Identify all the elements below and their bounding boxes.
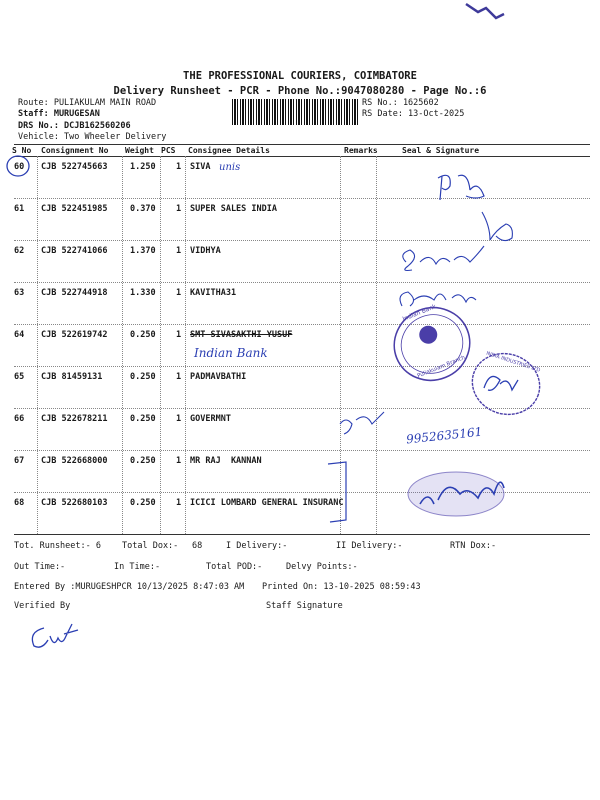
bank-stamp — [383, 295, 481, 391]
signature — [482, 212, 512, 241]
row-consignee: ICICI LOMBARD GENERAL INSURANC — [190, 498, 344, 508]
col-consignee: Consignee Details — [188, 146, 270, 155]
stamp-bottom-text: Puliakulam Branch — [416, 354, 467, 380]
row-divider — [14, 198, 590, 199]
row-divider — [14, 240, 590, 241]
stamp2-text: INDIA INDUSTRIES LTD — [485, 350, 541, 374]
rs-date: RS Date: 13-Oct-2025 — [362, 109, 465, 119]
row-consignee: GOVERMNT — [190, 414, 231, 424]
table-header-line — [14, 156, 590, 157]
row-weight: 1.250 — [130, 162, 156, 172]
staff-signature: Staff Signature — [266, 601, 343, 611]
total-dox-value: 68 — [192, 541, 203, 551]
row-sno: 61 — [14, 204, 25, 214]
row-consignee: KAVITHA31 — [190, 288, 237, 298]
in-time: In Time:- — [114, 562, 161, 572]
table-top-line — [14, 144, 590, 145]
signature — [420, 482, 504, 504]
company-title: THE PROFESSIONAL COURIERS, COIMBATORE — [183, 70, 417, 82]
signature — [438, 175, 484, 200]
barcode — [232, 99, 358, 125]
table-bottom-line — [14, 534, 590, 535]
row-sno: 65 — [14, 372, 25, 382]
staff-label: Staff: MURUGESAN — [18, 109, 100, 119]
row-divider — [14, 366, 590, 367]
row-pcs: 1 — [176, 372, 182, 382]
row-divider — [14, 282, 590, 283]
printed-on: Printed On: 13-10-2025 08:59:43 — [262, 582, 421, 592]
row-consignee: MR RAJ KANNAN — [190, 456, 262, 466]
company-stamp — [464, 345, 547, 423]
row-sno: 63 — [14, 288, 25, 298]
row-consignee: VIDHYA — [190, 246, 221, 256]
signature — [340, 412, 384, 434]
row-consignment: CJB 81459131 — [41, 372, 103, 382]
row-pcs: 1 — [176, 162, 182, 172]
row-divider — [14, 492, 590, 493]
row-consignee: SMT SIVASAKTHI YUSUF — [190, 330, 293, 340]
col-divider — [340, 156, 341, 534]
row-consignee: SIVA — [190, 162, 211, 172]
rtn-dox: RTN Dox:- — [450, 541, 497, 551]
signature — [400, 292, 476, 306]
ii-delivery: II Delivery:- — [336, 541, 403, 551]
row-consignee: PADMAVBATHI — [190, 372, 247, 382]
signature — [484, 376, 518, 390]
route-label: Route: PULIAKULAM MAIN ROAD — [18, 98, 157, 108]
delvy-points: Delvy Points:- — [286, 562, 358, 572]
signature — [403, 246, 484, 271]
row-pcs: 1 — [176, 456, 182, 466]
row-consignment: CJB 522680103 — [41, 498, 108, 508]
rs-number: RS No.: 1625602 — [362, 98, 439, 108]
handwriting-row66-phone: 9952635161 — [405, 424, 483, 447]
row-weight: 0.250 — [130, 414, 156, 424]
row-consignment: CJB 522741066 — [41, 246, 108, 256]
row-divider — [14, 324, 590, 325]
row-weight: 0.250 — [130, 372, 156, 382]
row-consignment: CJB 522451985 — [41, 204, 108, 214]
row-weight: 0.250 — [130, 456, 156, 466]
row-consignment: CJB 522619742 — [41, 330, 108, 340]
row-sno: 67 — [14, 456, 25, 466]
row-sno: 64 — [14, 330, 25, 340]
verified-signature — [32, 624, 78, 647]
out-time: Out Time:- — [14, 562, 66, 572]
total-pod: Total POD:- — [206, 562, 263, 572]
row-pcs: 1 — [176, 246, 182, 256]
row-weight: 0.250 — [130, 330, 156, 340]
row-consignment: CJB 522678211 — [41, 414, 108, 424]
col-weight: Weight — [125, 146, 154, 155]
verified-by: Verified By — [14, 601, 71, 611]
stamp-top-text: Indian Bank — [401, 303, 438, 323]
row-consignee: SUPER SALES INDIA — [190, 204, 277, 214]
handwriting-row64: Indian Bank — [194, 346, 268, 360]
col-divider — [376, 156, 377, 534]
col-remarks: Remarks — [344, 146, 378, 155]
col-consignment: Consignment No — [41, 146, 109, 155]
col-divider — [160, 156, 161, 534]
smudge-stamp — [408, 472, 504, 516]
row-pcs: 1 — [176, 288, 182, 298]
entered-by: Entered By :MURUGESHPCR 10/13/2025 8:47:03 AM — [14, 582, 245, 592]
tot-runsheet: Tot. Runsheet:- 6 — [14, 541, 101, 551]
col-divider — [185, 156, 186, 534]
row-consignment: CJB 522668000 — [41, 456, 108, 466]
row-consignment: CJB 522744918 — [41, 288, 108, 298]
corner-mark — [466, 4, 504, 18]
row-divider — [14, 450, 590, 451]
handwriting-row60: unis — [219, 162, 241, 173]
col-sno: S No — [12, 146, 32, 155]
row-consignment: CJB 522745663 — [41, 162, 108, 172]
row-pcs: 1 — [176, 498, 182, 508]
total-dox: Total Dox:- — [122, 541, 179, 551]
col-divider — [122, 156, 123, 534]
drs-number: DRS No.: DCJB162560206 — [18, 121, 131, 131]
vehicle-label: Vehicle: Two Wheeler Delivery — [18, 132, 167, 142]
col-divider — [37, 156, 38, 534]
row-sno: 62 — [14, 246, 25, 256]
row-weight: 0.370 — [130, 204, 156, 214]
row-sno: 66 — [14, 414, 25, 424]
row-weight: 1.370 — [130, 246, 156, 256]
row-sno: 68 — [14, 498, 25, 508]
col-pcs: PCS — [161, 146, 176, 155]
row-pcs: 1 — [176, 330, 182, 340]
runsheet-title: Delivery Runsheet - PCR - Phone No.:9047080280 - Page No.:6 — [113, 85, 487, 97]
row-weight: 1.330 — [130, 288, 156, 298]
row-weight: 0.250 — [130, 498, 156, 508]
row-pcs: 1 — [176, 414, 182, 424]
row-divider — [14, 408, 590, 409]
row-pcs: 1 — [176, 204, 182, 214]
col-seal: Seal & Signature — [402, 146, 480, 155]
i-delivery: I Delivery:- — [226, 541, 288, 551]
row-sno: 60 — [14, 162, 25, 172]
